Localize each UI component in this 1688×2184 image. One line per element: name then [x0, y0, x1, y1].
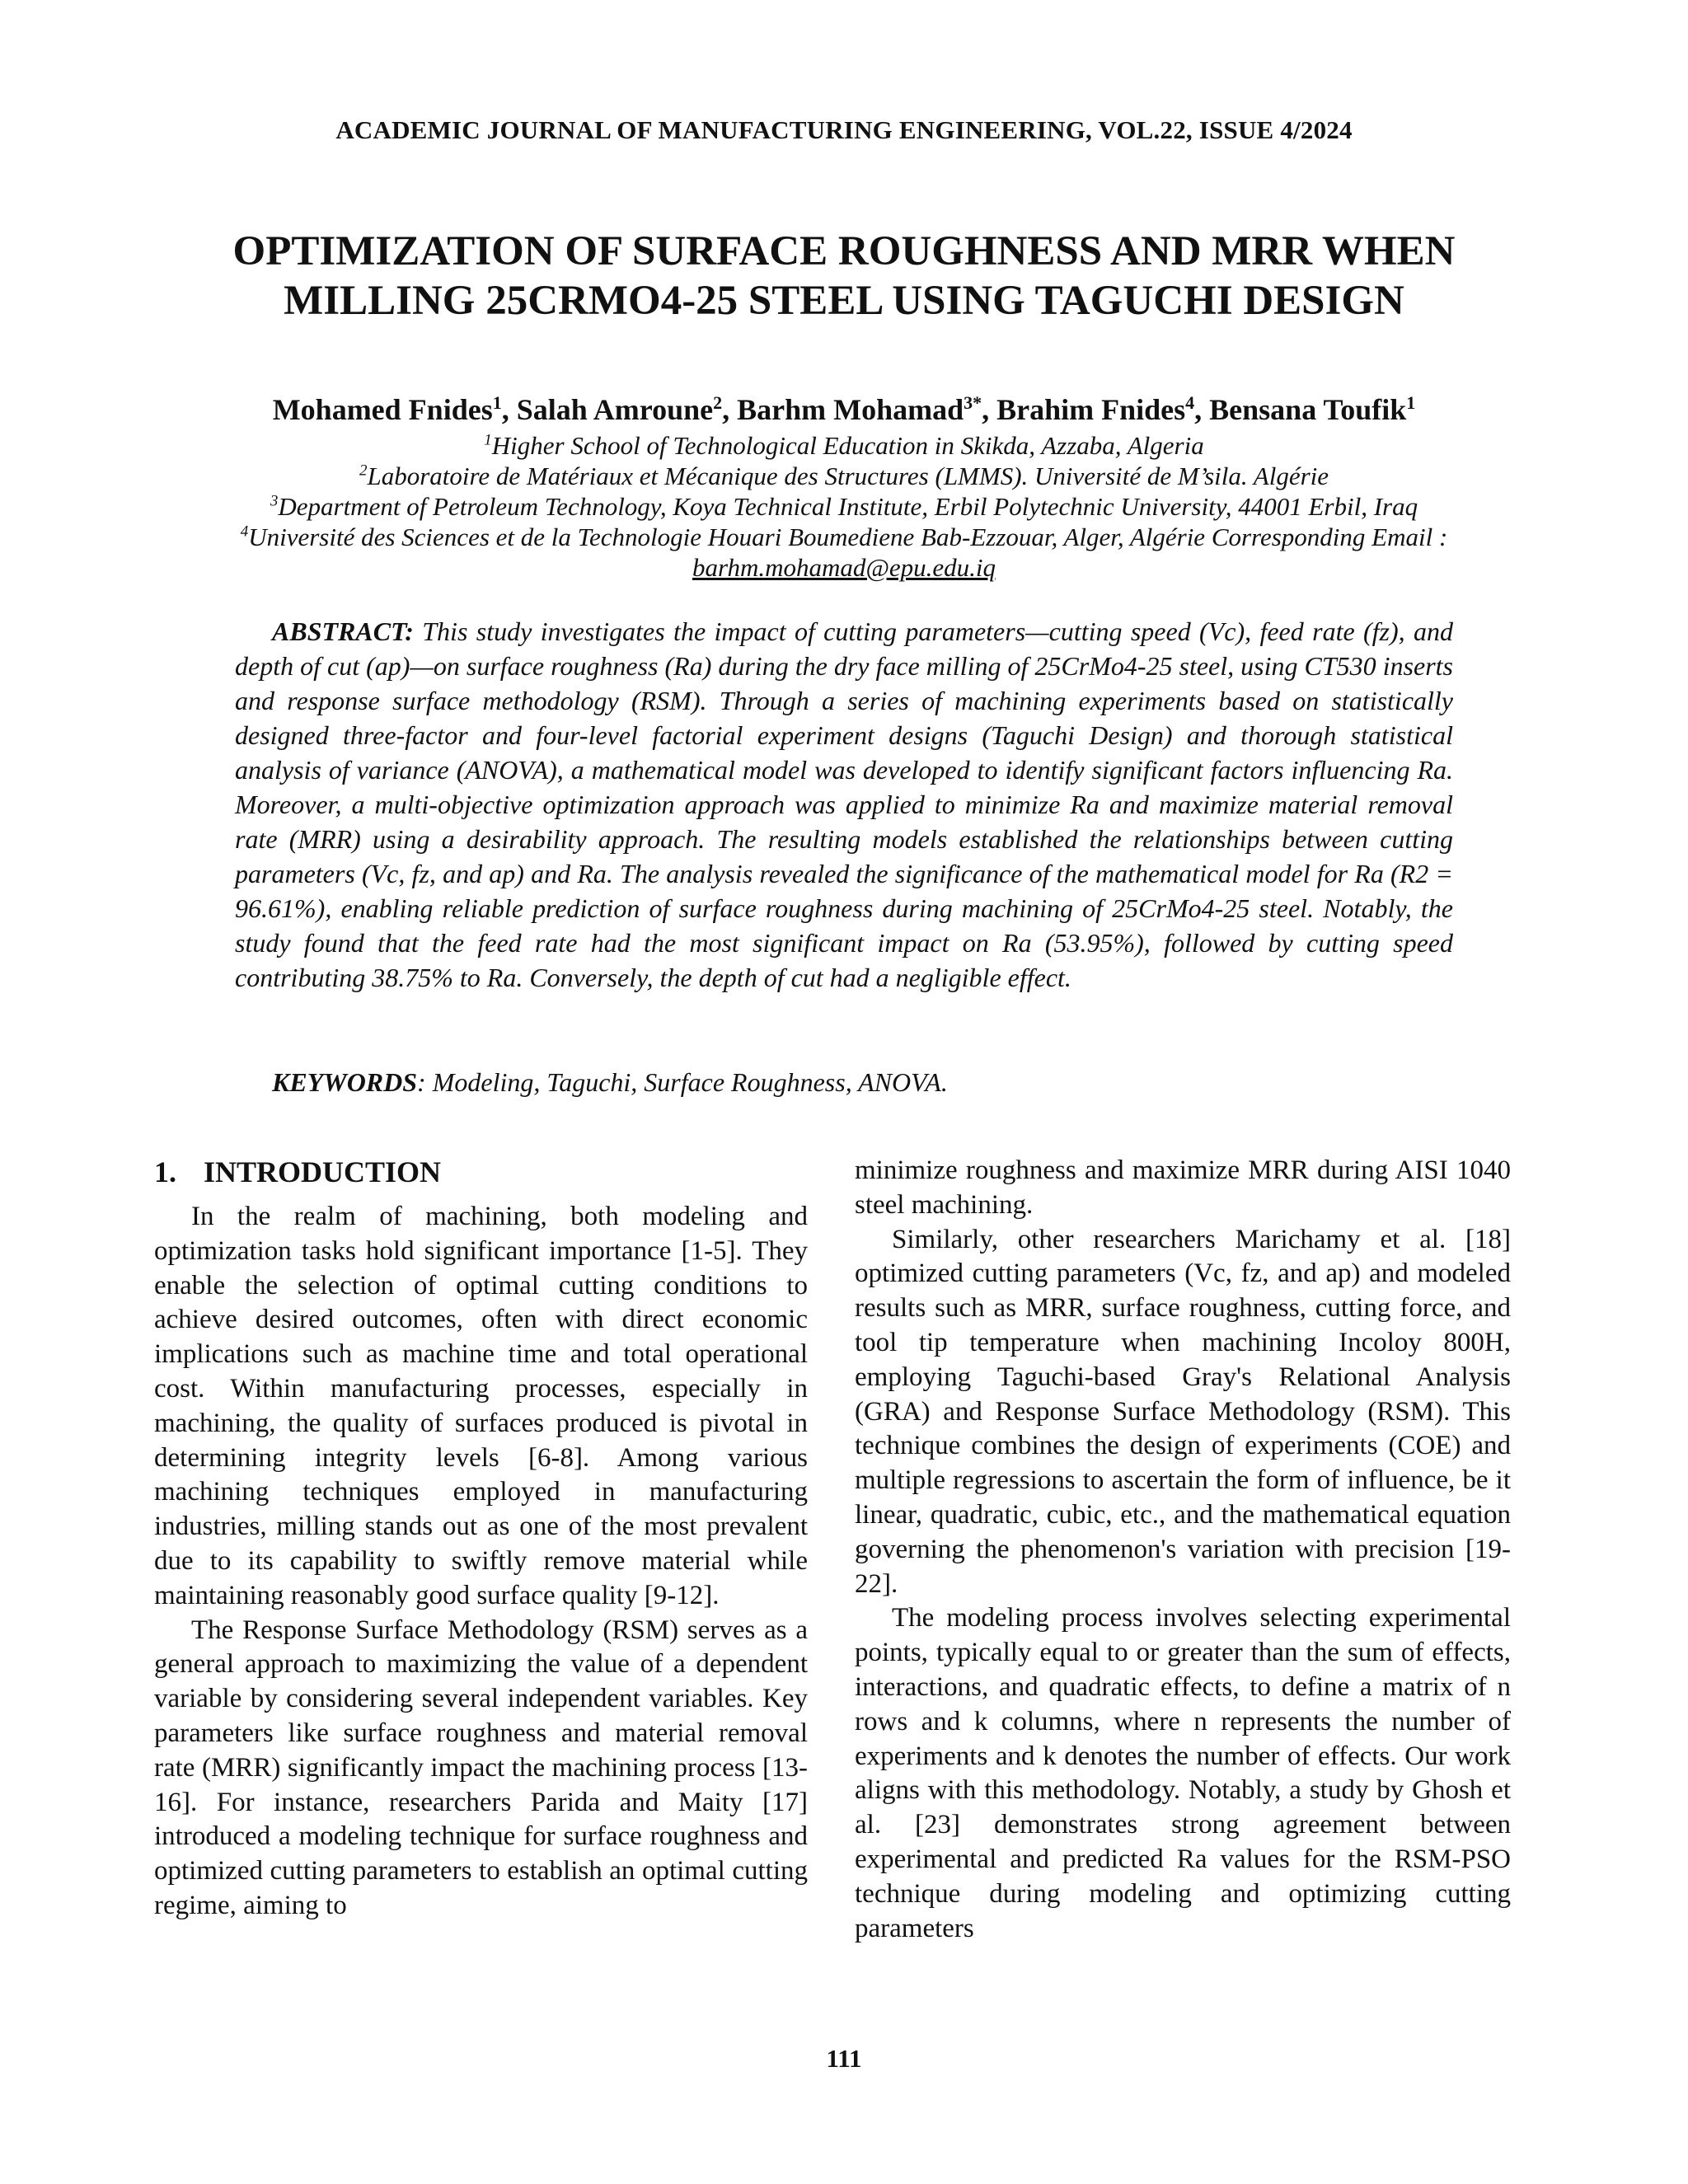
author-affil-mark: 1	[1406, 392, 1416, 413]
section-title: INTRODUCTION	[204, 1155, 442, 1188]
right-column	[855, 1154, 1511, 1946]
author-separator: ,	[1194, 393, 1210, 426]
affiliations	[148, 430, 1540, 583]
paragraph: In the realm of machining, both modeling and optimization tasks hold significant importance [1-5]. They enable the selection of optimal cutting conditions to achieve desired outcomes, often with direct economic implications such as machine time and total operational cost. Within manufacturing processes, especially in machining, the quality of surfaces produced is pivotal in determining integrity levels [6-8]. Among various machining techniques employed in manufacturing industries, milling stands out as one of the most prevalent due to its capability to swiftly remove material while maintaining reasonably good surface quality [9-12].	[154, 1202, 808, 1610]
keywords-label: KEYWORDS	[272, 1067, 418, 1097]
section-number: 1.	[154, 1155, 176, 1188]
keywords-text: : Modeling, Taguchi, Surface Roughness, ANOVA.	[417, 1067, 948, 1097]
running-head: ACADEMIC JOURNAL OF MANUFACTURING ENGINEERING, VOL.22, ISSUE 4/2024	[335, 115, 1353, 144]
affiliation-mark: 1	[484, 431, 492, 449]
abstract-label: ABSTRACT:	[272, 616, 414, 646]
author-affil-mark: 3*	[964, 392, 982, 413]
affiliation-mark: 3	[270, 492, 279, 510]
keywords	[272, 1065, 1453, 1099]
author-separator: ,	[501, 393, 517, 426]
author-name: Mohamed Fnides	[272, 393, 493, 426]
abstract	[235, 614, 1453, 995]
title-line-2: MILLING 25CRMO4-25 STEEL USING TAGUCHI DESIGN	[284, 278, 1404, 324]
paragraph: Similarly, other researchers Marichamy et al. [18] optimized cutting parameters (Vc, fz, and ap) and modeled results such as MRR, surface roughness, cutting force, and tool tip temperature when machining Incoloy 800H, employing Taguchi-based Gray's Relational Analysis (GRA) and Response Surface Methodology (RSM). This technique combines the design of experiments (COE) and multiple regressions to ascertain the form of influence, be it linear, quadratic, cubic, etc., and the mathematical equation governing the phenomenon's variation with precision [19-22].	[855, 1224, 1511, 1599]
paragraph-continued: minimize roughness and maximize MRR during AISI 1040 steel machining.	[855, 1155, 1511, 1220]
corresponding-email-line	[148, 552, 1540, 583]
affiliation-text: Université des Sciences et de la Technologie Houari Boumediene Bab-Ezzouar, Alger, Algérie Corresponding Email :	[248, 523, 1448, 551]
author-name: Bensana Toufik	[1209, 393, 1407, 426]
abstract-text: This study investigates the impact of cutting parameters—cutting speed (Vc), feed rate (fz), and depth of cut (ap)—on surface roughness (Ra) during the dry face milling of 25CrMo4-25 steel, using CT530 inserts and response surface methodology (RSM). Through a series of machining experiments based on statistically designed three-factor and four-level factorial experiment designs (Taguchi Design) and thorough statistical analysis of variance (ANOVA), a mathematical model was developed to identify significant factors influencing Ra. Moreover, a multi-objective optimization approach was applied to minimize Ra and maximize material removal rate (MRR) using a desirability approach. The resulting models established the relationships between cutting parameters (Vc, fz, and ap) and Ra. The analysis revealed the significance of the mathematical model for Ra (R2 = 96.61%), enabling reliable prediction of surface roughness during machining of 25CrMo4-25 steel. Notably, the study found that the feed rate had the most significant impact on Ra (53.95%), followed by cutting speed contributing 38.75% to Ra. Conversely, the depth of cut had a negligible effect.	[235, 616, 1454, 992]
affiliation-mark: 4	[240, 523, 249, 541]
left-column	[154, 1154, 808, 1924]
author-affil-mark: 2	[713, 392, 723, 413]
affiliation-1	[148, 430, 1540, 461]
author-list	[0, 391, 1688, 428]
author-affil-mark: 1	[492, 392, 502, 413]
affiliation-3	[148, 491, 1540, 522]
affiliation-4	[148, 522, 1540, 552]
author-separator: ,	[982, 393, 997, 426]
author-name: Barhm Mohamad	[737, 393, 964, 426]
affiliation-mark: 2	[359, 462, 368, 480]
author-affil-mark: 4	[1185, 392, 1195, 413]
affiliation-text: Laboratoire de Matériaux et Mécanique des Structures (LMMS). Université de M’sila. Algérie	[367, 462, 1329, 490]
paragraph: The modeling process involves selecting experimental points, typically equal to or greater than the sum of effects, interactions, and quadratic effects, to define a matrix of n rows and k columns, where n represents the number of experiments and k denotes the number of effects. Our work aligns with this methodology. Notably, a study by Ghosh et al. [23] demonstrates strong agreement between experimental and predicted Ra values for the RSM-PSO technique during modeling and optimizing cutting parameters	[855, 1603, 1511, 1943]
author-separator: ,	[722, 393, 738, 426]
section-heading	[154, 1154, 808, 1190]
affiliation-text: Higher School of Technological Education in Skikda, Azzaba, Algeria	[491, 431, 1204, 460]
affiliation-2	[148, 461, 1540, 491]
corresponding-email-link[interactable]: barhm.mohamad@epu.edu.iq	[692, 553, 996, 582]
author-name: Brahim Fnides	[996, 393, 1186, 426]
paragraph: The Response Surface Methodology (RSM) serves as a general approach to maximizing the value of a dependent variable by considering several independent variables. Key parameters like surface roughness and material removal rate (MRR) significantly impact the machining process [13-16]. For instance, researchers Parida and Maity [17] introduced a modeling technique for surface roughness and optimized cutting parameters to establish an optimal cutting regime, aiming to	[154, 1615, 808, 1920]
page-number: 111	[826, 2044, 862, 2073]
affiliation-text: Department of Petroleum Technology, Koya Technical Institute, Erbil Polytechnic University, 44001 Erbil, Iraq	[278, 492, 1418, 521]
title-line-1: OPTIMIZATION OF SURFACE ROUGHNESS AND MRR WHEN	[232, 228, 1456, 274]
paper-title	[132, 227, 1556, 326]
author-name: Salah Amroune	[516, 393, 714, 426]
